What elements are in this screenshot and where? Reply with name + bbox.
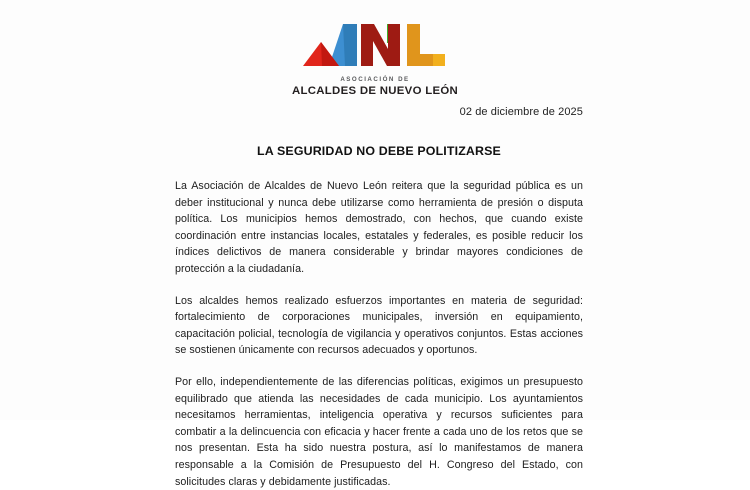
organization-prefix: ASOCIACIÓN DE (340, 76, 410, 83)
document-paragraph: Por ello, independientemente de las diferencias políticas, exigimos un presupuesto equilibrado que atienda las necesidades de cada municipio. Los ayuntamientos necesitamos herramientas, inteligencia operativa y recursos suficientes para combatir a la delincuencia con eficacia y hacer frente a cada uno de los retos que se nos presentan. Esta ha sido nuestra postura, así lo manifestamos de manera responsable a la Comisión de Presupuesto del H. Congreso del Estado, con solicitudes claras y debidamente justificadas. (175, 375, 583, 488)
organization-header (0, 22, 750, 97)
document-date: 02 de diciembre de 2025 (459, 106, 583, 118)
organization-wordmark (292, 77, 458, 97)
document-paragraph: Los alcaldes hemos realizado esfuerzos importantes en materia de seguridad: fortalecimiento de corporaciones municipales, inversión en equipamiento, capacitación policial, tecnología de vigilancia y operativos conjuntos. Estas acciones se sostienen únicamente con recursos adecuados y oportunos. (175, 294, 583, 357)
organization-name: ALCALDES DE NUEVO LEÓN (291, 84, 459, 97)
document-paragraph: La Asociación de Alcaldes de Nuevo León reitera que la seguridad pública es un deber institucional y nunca debe utilizarse como herramienta de presión o disputa política. Los municipios hemos demostrado, con hechos, que cuando existe coordinación entre instancias locales, estatales y federales, es posible reducir los índices delictivos de manera considerable y brindar mayores condiciones de protección a la ciudadanía. (175, 180, 583, 275)
document-body (175, 106, 583, 490)
anl-logo-icon (299, 22, 451, 73)
document-title: LA SEGURIDAD NO DEBE POLITIZARSE (257, 144, 501, 158)
